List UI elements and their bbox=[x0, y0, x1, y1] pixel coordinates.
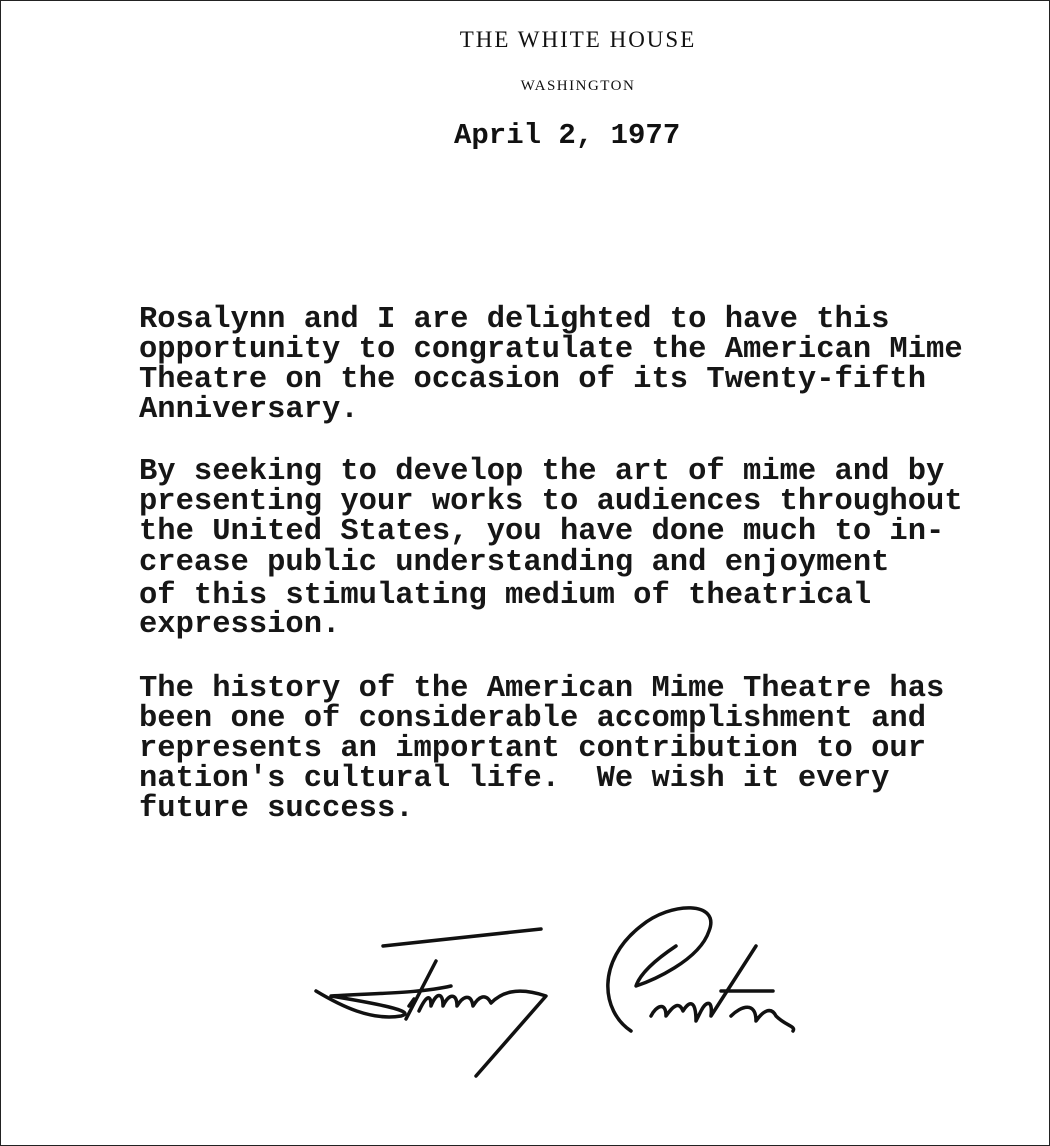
paragraph-1-line: Rosalynn and I are delighted to have this bbox=[139, 303, 890, 337]
signature bbox=[301, 881, 901, 1101]
paragraph-3-line: nation's cultural life. We wish it every bbox=[139, 762, 890, 796]
letterhead-location: WASHINGTON bbox=[520, 78, 636, 94]
paragraph-2-line: By seeking to develop the art of mime and by bbox=[139, 455, 945, 489]
paragraph-3-line: future success. bbox=[139, 792, 414, 826]
paragraph-1-line: Theatre on the occasion of its Twenty-fifth bbox=[139, 363, 927, 397]
letter-date: April 2, 1977 bbox=[454, 119, 681, 152]
paragraph-2-line: of this stimulating medium of theatrical bbox=[139, 579, 872, 613]
paragraph-1-line: Anniversary. bbox=[139, 393, 359, 427]
letterhead-title: THE WHITE HOUSE bbox=[459, 27, 697, 52]
paragraph-3-line: been one of considerable accomplishment and bbox=[139, 702, 927, 736]
paragraph-2-line: the United States, you have done much to in- bbox=[139, 515, 945, 549]
paragraph-2-line: expression. bbox=[139, 608, 341, 642]
paragraph-1-line: opportunity to congratulate the American Mime bbox=[139, 333, 963, 367]
paragraph-2-line: crease public understanding and enjoyment bbox=[139, 546, 890, 580]
paragraph-3-line: represents an important contribution to our bbox=[139, 732, 927, 766]
paragraph-2-line: presenting your works to audiences throughout bbox=[139, 485, 963, 519]
paragraph-3-line: The history of the American Mime Theatre has bbox=[139, 672, 945, 706]
